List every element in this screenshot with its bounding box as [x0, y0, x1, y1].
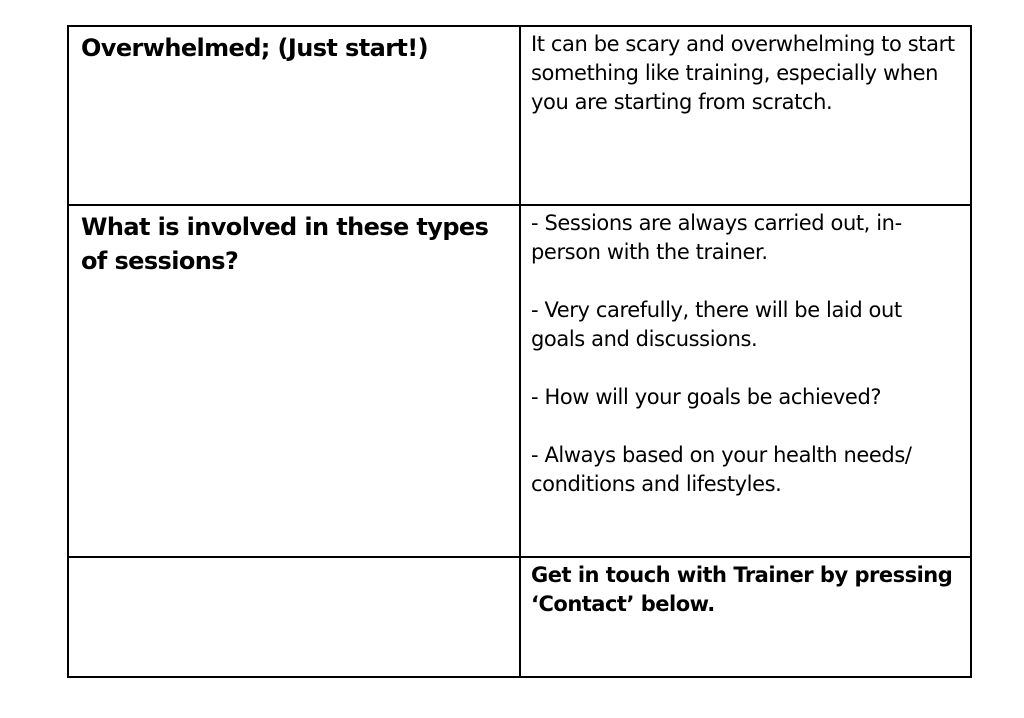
answer-paragraph: - How will your goals be achieved? — [531, 385, 882, 409]
info-table — [67, 25, 972, 678]
answer-cell — [520, 205, 971, 557]
question-cell — [68, 205, 520, 557]
table-row — [68, 557, 971, 677]
contact-instruction: Get in touch with Trainer by pressing ‘Contact’ below. — [531, 563, 953, 616]
table-row — [68, 205, 971, 557]
answer-paragraph: - Very carefully, there will be laid out goals and discussions. — [531, 298, 902, 351]
question-heading: Overwhelmed; (Just start!) — [81, 34, 429, 62]
table-row — [68, 26, 971, 205]
question-cell-empty — [68, 557, 520, 677]
answer-paragraph: - Always based on your health needs/ conditions and lifestyles. — [531, 443, 912, 496]
answer-paragraph: It can be scary and overwhelming to start something like training, especially when you are starting from scratch. — [531, 32, 955, 114]
question-cell — [68, 26, 520, 205]
answer-cell — [520, 557, 971, 677]
answer-cell — [520, 26, 971, 205]
question-heading: What is involved in these types of sessions? — [81, 213, 489, 275]
answer-paragraph: - Sessions are always carried out, in-person with the trainer. — [531, 211, 902, 264]
